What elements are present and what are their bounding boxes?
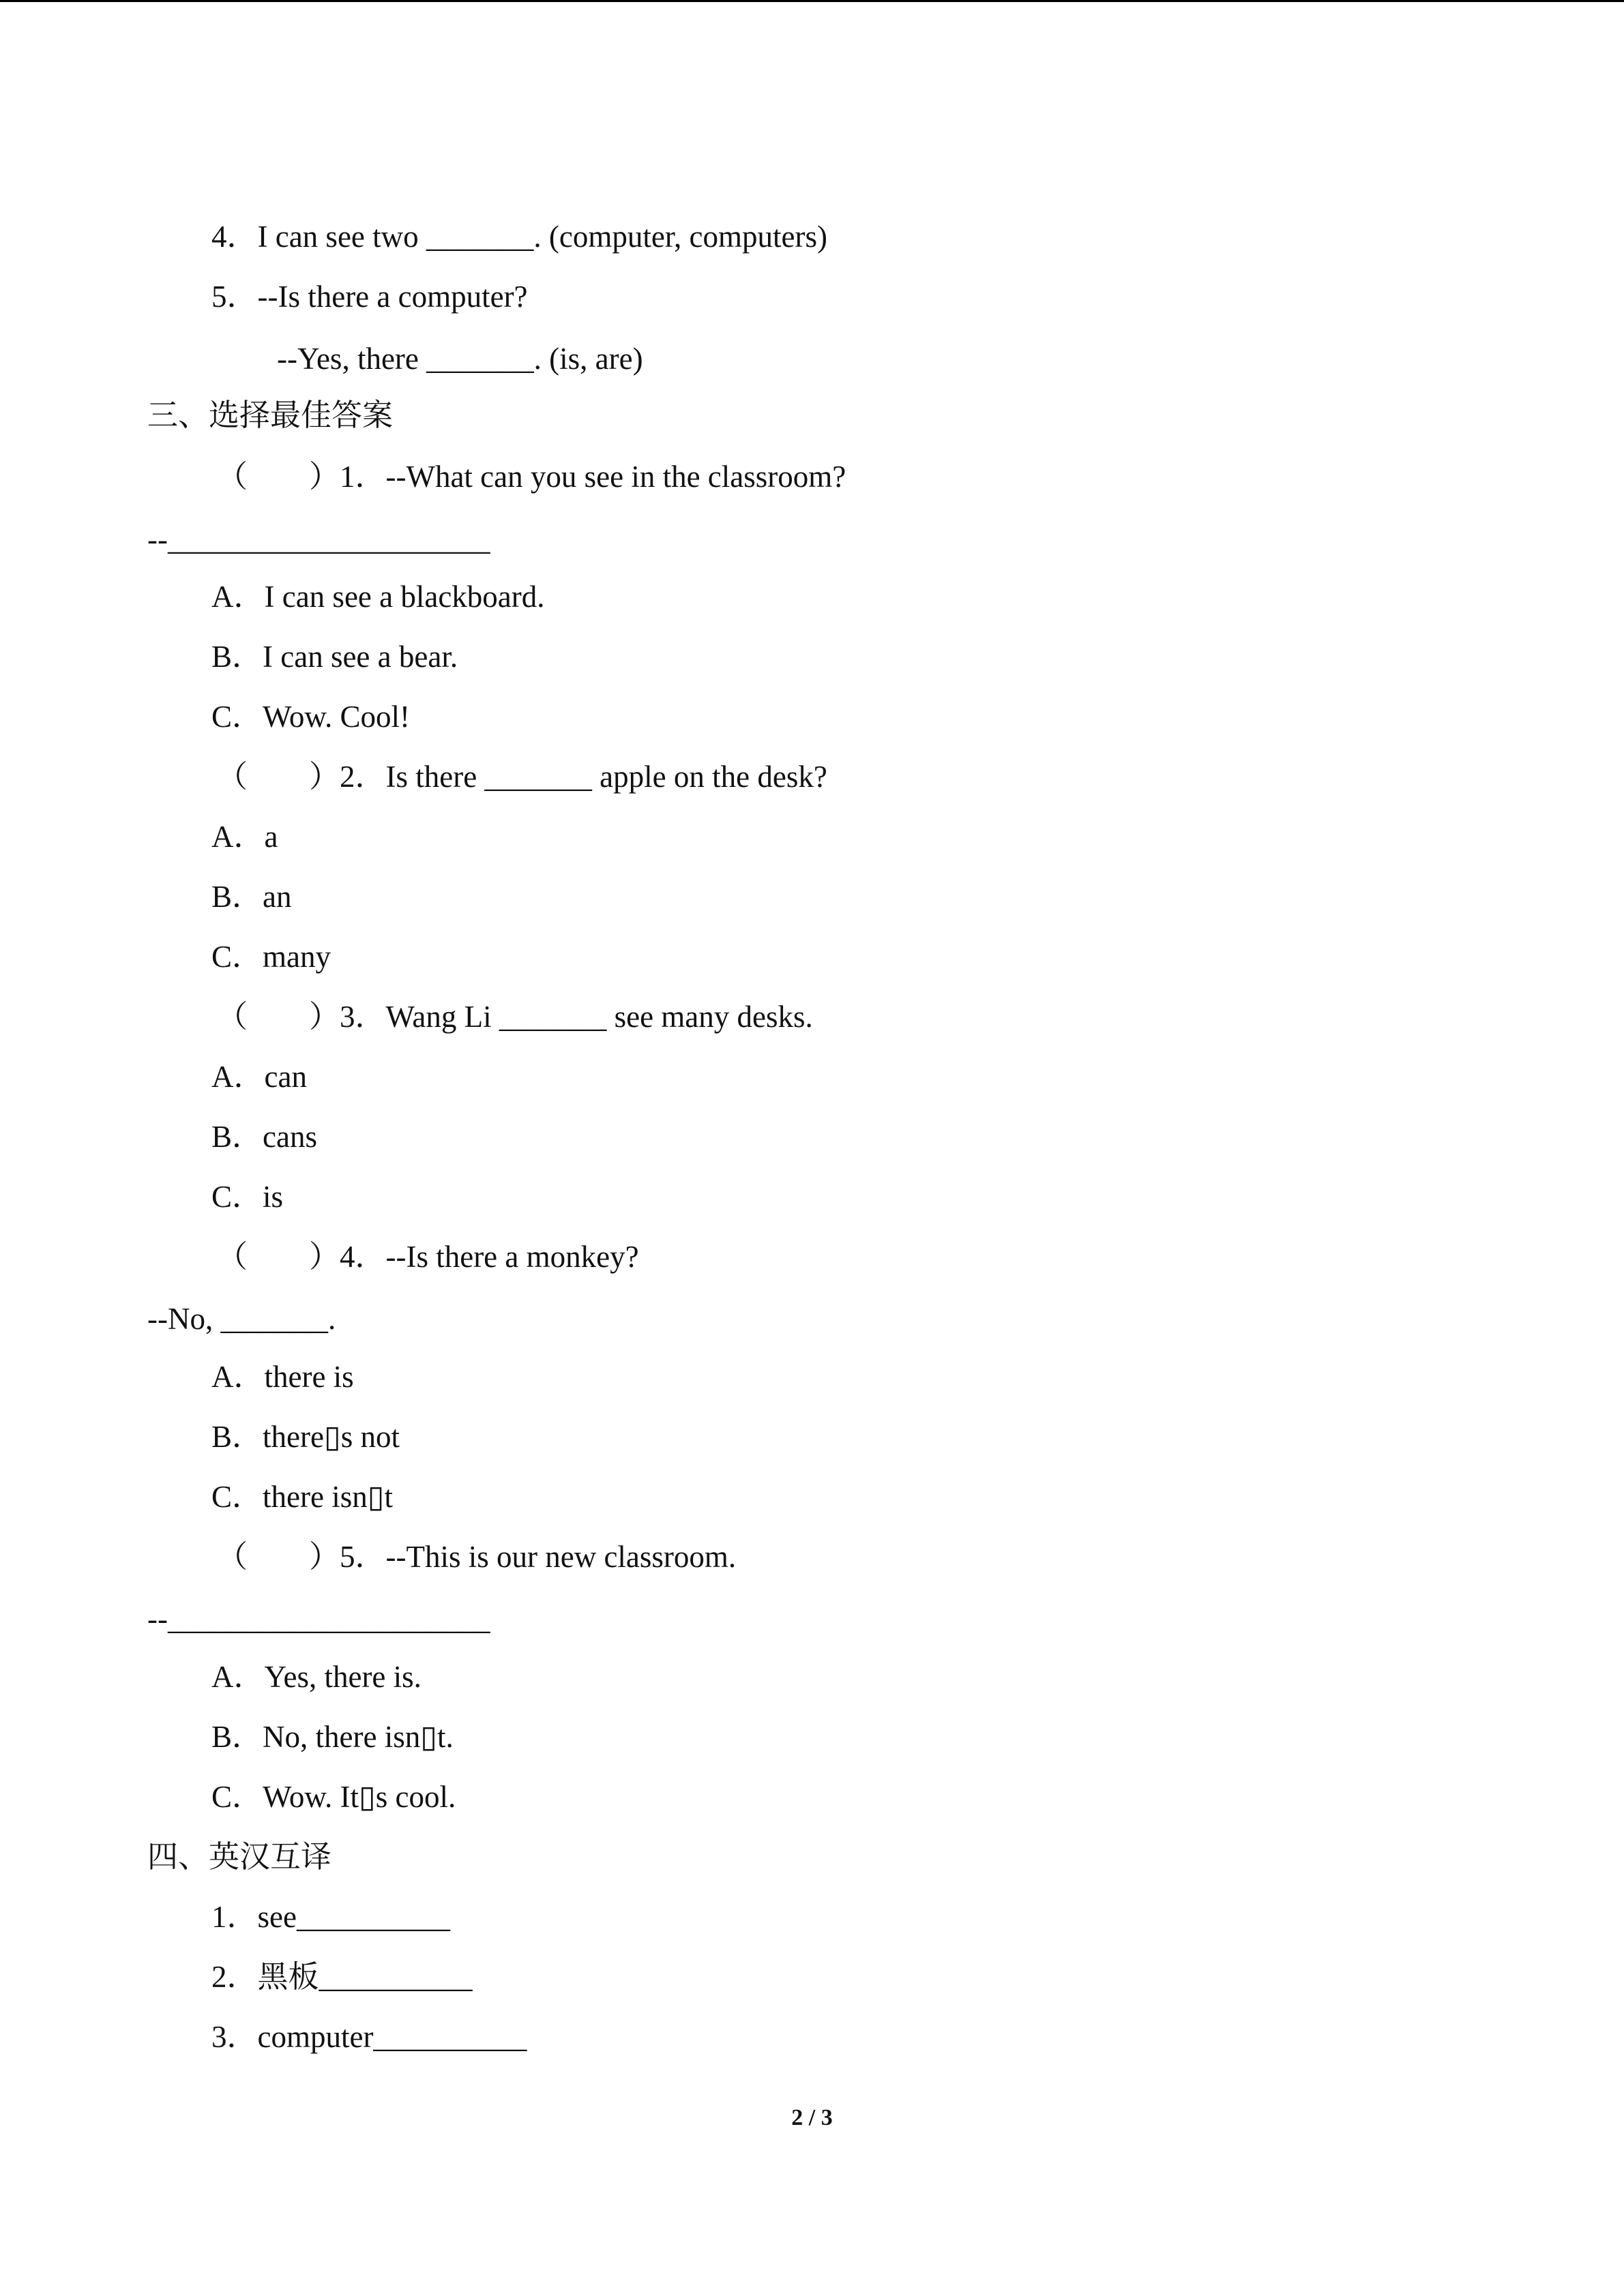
mc-question-1-response: --_____________________ [147, 522, 490, 556]
mc-question-2: （ ）2．Is there _______ apple on the desk? [217, 760, 827, 794]
fill-blank-question-4: 4．I can see two _______. (computer, computers) [211, 220, 827, 254]
mc-question-3: （ ）3．Wang Li _______ see many desks. [217, 1000, 813, 1034]
mc-question-5: （ ）5．--This is our new classroom. [217, 1540, 737, 1574]
mc-question-1: （ ）1．--What can you see in the classroom? [217, 460, 846, 494]
mc-question-4: （ ）4．--Is there a monkey? [217, 1240, 639, 1274]
fill-blank-question-5: 5．--Is there a computer? [211, 280, 528, 314]
mc-question-4-option-b: B．there▯s not [211, 1420, 400, 1454]
page-number: 2 / 3 [791, 2105, 833, 2130]
mc-question-3-option-c: C．is [211, 1180, 284, 1214]
translation-item-2: 2．黑板__________ [211, 1960, 473, 1994]
mc-question-5-option-c: C．Wow. It▯s cool. [211, 1780, 456, 1814]
mc-question-4-option-c: C．there isn▯t [211, 1480, 393, 1514]
mc-question-2-option-b: B．an [211, 880, 292, 914]
mc-question-1-option-c: C．Wow. Cool! [211, 700, 410, 734]
mc-question-3-option-b: B．cans [211, 1120, 317, 1154]
mc-question-4-option-a: A．there is [211, 1360, 354, 1394]
mc-question-2-option-c: C．many [211, 940, 331, 974]
mc-question-1-option-b: B．I can see a bear. [211, 640, 458, 674]
page-top-border [0, 0, 1624, 2]
fill-blank-question-5-answer: --Yes, there _______. (is, are) [277, 342, 643, 376]
mc-question-2-option-a: A．a [211, 820, 278, 854]
mc-question-3-option-a: A．can [211, 1060, 307, 1094]
mc-question-5-option-b: B．No, there isn▯t. [211, 1720, 454, 1754]
section-heading-translation: 四、英汉互译 [147, 1840, 332, 1874]
mc-question-5-option-a: A．Yes, there is. [211, 1660, 422, 1694]
mc-question-5-response: --_____________________ [147, 1602, 490, 1636]
section-heading-multiple-choice: 三、选择最佳答案 [147, 398, 394, 432]
mc-question-4-response: --No, _______. [147, 1302, 336, 1336]
translation-item-3: 3．computer__________ [211, 2020, 527, 2054]
mc-question-1-option-a: A．I can see a blackboard. [211, 580, 545, 614]
translation-item-1: 1．see__________ [211, 1900, 450, 1934]
